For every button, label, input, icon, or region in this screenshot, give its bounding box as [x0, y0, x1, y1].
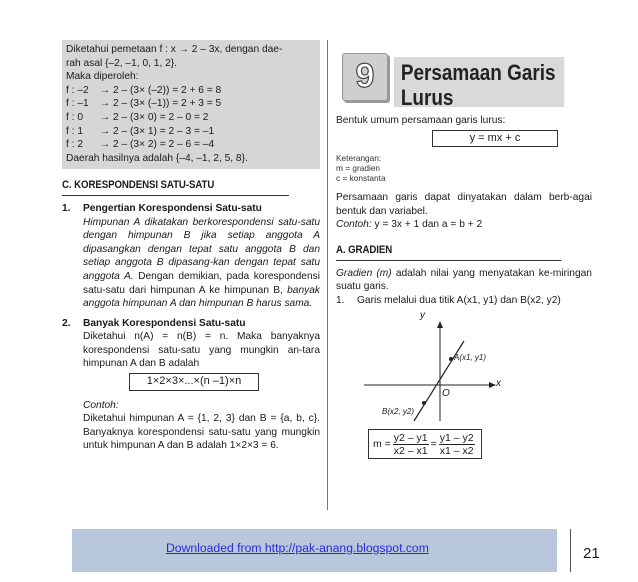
equation-box: y = mx + c: [432, 130, 558, 148]
item-title: Banyak Korespondensi Satu-satu: [83, 317, 246, 329]
box-row: f : 1 → 2 – (3× 1) = 2 – 3 = –1: [66, 125, 215, 137]
y-axis-arrow: [437, 321, 443, 328]
chapter-number: 9: [342, 53, 388, 101]
formula-box: 1×2×3×...×(n –1)×n: [129, 373, 259, 391]
point-a-label: A(x1, y1): [454, 353, 487, 363]
column-divider: [327, 40, 328, 510]
point-a: [449, 357, 453, 361]
chapter-header: [336, 40, 592, 112]
box-row: f : 0 → 2 – (3× 0) = 2 – 0 = 2: [66, 111, 209, 123]
box-line: Diketahui pemetaan f : x → 2 – 3x, dengan dae-: [66, 44, 283, 55]
origin-label: O: [442, 388, 450, 400]
note: Keterangan: m = gradien c = konstanta: [336, 153, 386, 184]
x-axis-label: x: [496, 378, 501, 390]
section-heading-gradien: A. GRADIEN: [336, 244, 561, 261]
point-b: [422, 401, 426, 405]
box-row: f : 2 → 2 – (3× 2) = 2 – 6 = –4: [66, 139, 215, 151]
left-column: [62, 40, 320, 453]
line-graph: [356, 310, 501, 429]
download-link[interactable]: Downloaded from http://pak-anang.blogspot.com: [166, 541, 429, 555]
item-title: Pengertian Korespondensi Satu-satu: [83, 202, 262, 214]
box-line: Daerah hasilnya adalah {–4, –1, 2, 5, 8}.: [66, 152, 248, 164]
right-column: 9 Persamaan Garis Lurus Bentuk umum persamaan garis lurus: y = mx + c Keterangan: m = gradien c = konstanta Persamaan garis dapat dinyatakan dalam berb-agai bentuk dan variabel. Contoh: y = 3x + 1 dan a = b + 2 A. GRADIEN Gradien (m) adalah nilai yang menyatakan ke-miringan suatu garis. 1. Garis melalui dua titik A(x1, y1) dan B(x2, y2) y x O A(x1, y1) B(x2, y2) m = $\frac{y2 - y1}{x2 - x1}$ = $\frac{y1 - y2}{x1 - x2}$: [336, 40, 592, 459]
list-item: 2. Banyak Korespondensi Satu-satu Diketahui n(A) = n(B) = n. Maka banyaknya korespondensi satu-satu yang mungkin an-tara himpunan A dan B adalah 1×2×3×...×(n –1)×n Contoh: Diketahui himpunan A = {1, 2, 3} dan B = {a, b, c}. Banyaknya korespondensi satu-satu yang mungkin untuk himpunan A dan B adalah 1×2×3 = 6.: [62, 317, 320, 452]
x-axis-arrow: [489, 382, 496, 388]
footer-divider: [570, 529, 571, 572]
box-line: Maka diperoleh:: [66, 71, 139, 83]
box-row: f : –1 → 2 – (3× (–1)) = 2 + 3 = 5: [66, 98, 222, 110]
chapter-title: Persamaan Garis Lurus: [394, 57, 564, 107]
gradient-formula: m = $\frac{y2 - y1}{x2 - x1}$ = $\frac{y1 - y2}{x1 - x2}$: [368, 429, 482, 459]
list-item: 1. Garis melalui dua titik A(x1, y1) dan B(x2, y2): [336, 294, 561, 306]
section-heading-korespondensi: C. KORESPONDENSI SATU-SATU: [62, 179, 289, 196]
box-line: rah asal {–2, –1, 0, 1, 2}.: [66, 57, 178, 69]
page-number: 21: [583, 545, 600, 562]
point-b-label: B(x2, y2): [382, 407, 415, 417]
y-axis-label: y: [420, 310, 425, 322]
box-row: f : –2 → 2 – (3× (–2)) = 2 + 6 = 8: [66, 84, 222, 96]
list-item: 1. Pengertian Korespondensi Satu-satu Himpunan A dikatakan berkorespondensi satu-satu dengan himpunan B jika setiap anggota A dipasangkan dengan tepat satu anggota B dan setiap anggota B dipasang-kan dengan tepat satu anggota A. Dengan demikian, pada korespondensi satu-satu dari himpunan A ke himpunan B, banyak anggota himpunan A dan himpunan B harus sama.: [62, 202, 320, 310]
example-box: [62, 40, 320, 169]
